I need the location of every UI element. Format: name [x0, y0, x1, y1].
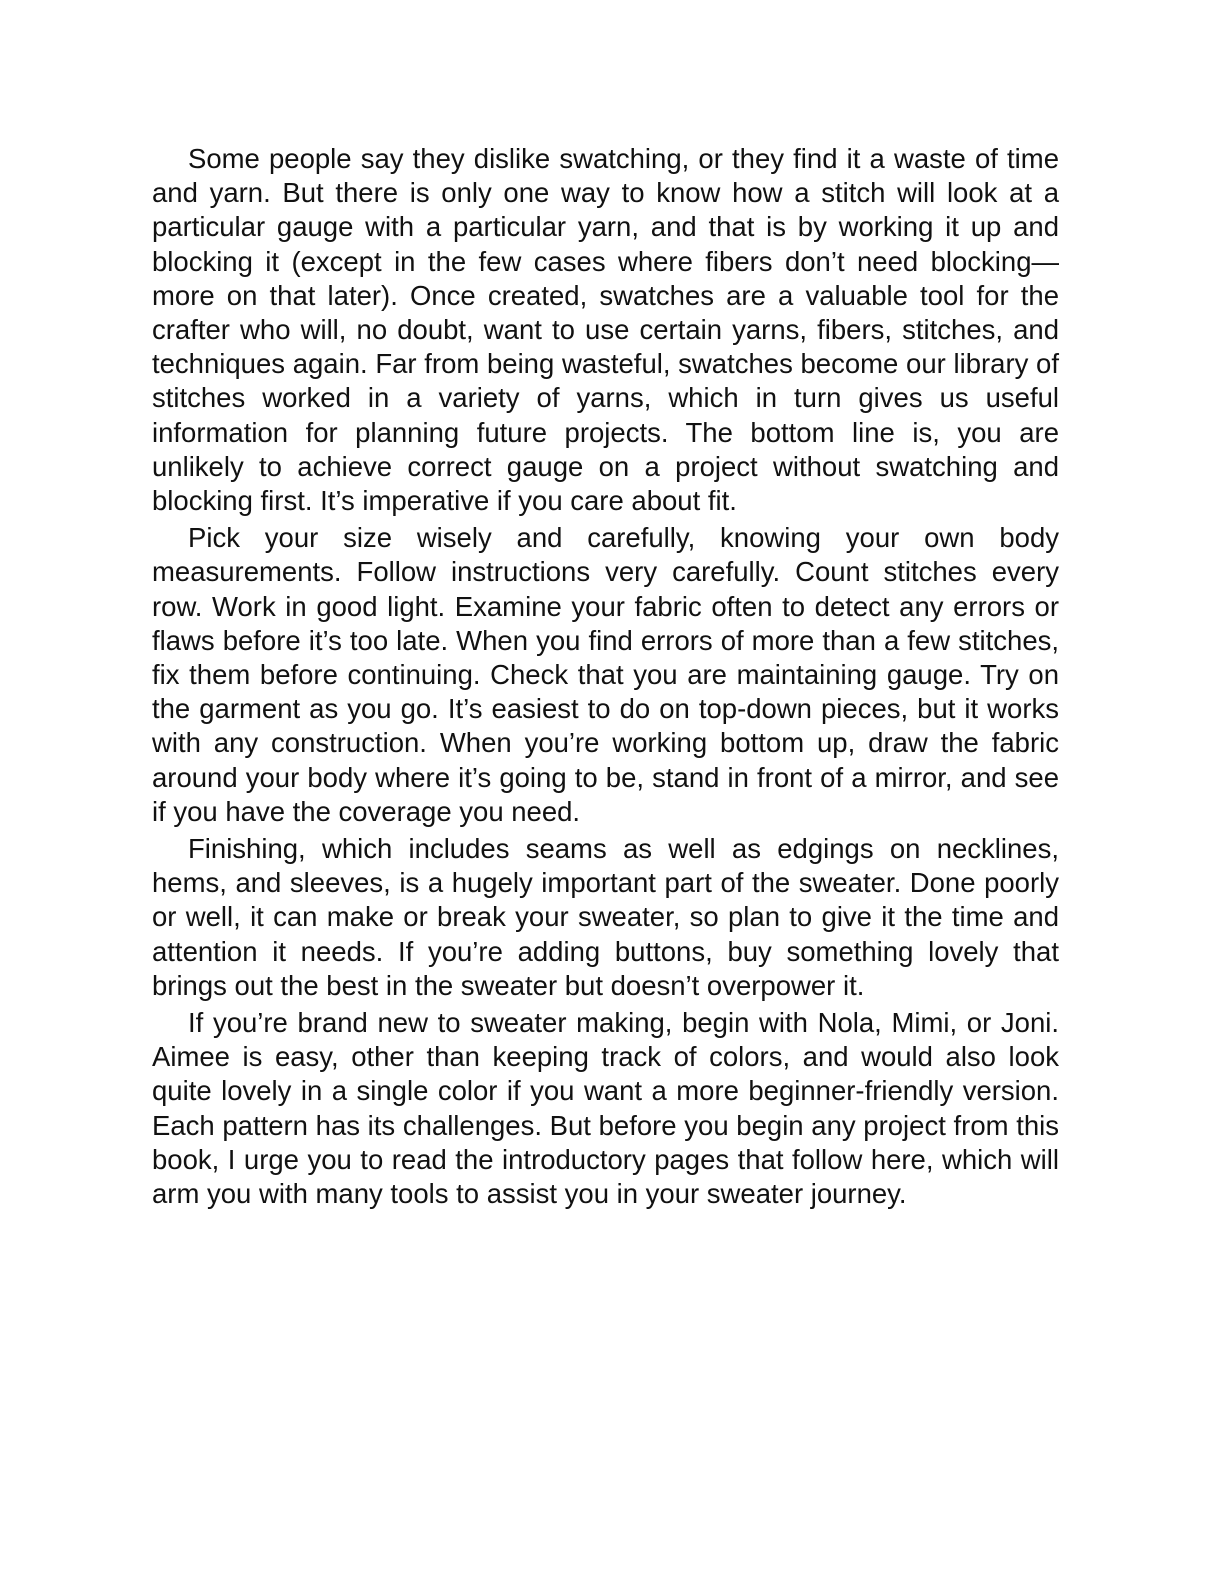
paragraph-finishing: Finishing, which includes seams as well as edgings on necklines, hems, and sleeves, is a hugely important part of the sweater. Done poorly or well, it can make or break your sweater, so plan to give it the time and attention it needs. If you’re adding buttons, buy something lovely that brings out the best in the sweater but doesn’t overpower it. — [152, 833, 1059, 1001]
body-text — [152, 142, 1059, 1214]
paragraph-beginner-advice: If you’re brand new to sweater making, begin with Nola, Mimi, or Joni. Aimee is easy, other than keeping track of colors, and would also look quite lovely in a single color if you want a more beginner-friendly version. Each pattern has its challenges. But before you begin any project from this book, I urge you to read the introductory pages that follow here, which will arm you with many tools to assist you in your sweater journey. — [152, 1007, 1059, 1210]
paragraph-size-and-fit: Pick your size wisely and carefully, knowing your own body measurements. Follow instructions very carefully. Count stitches every row. Work in good light. Examine your fabric often to detect any errors or flaws before it’s too late. When you find errors of more than a few stitches, fix them before continuing. Check that you are maintaining gauge. Try on the garment as you go. It’s easiest to do on top-down pieces, but it works with any construction. When you’re working bottom up, draw the fabric around your body where it’s going to be, stand in front of a mirror, and see if you have the coverage you need. — [152, 522, 1059, 827]
paragraph-swatching: Some people say they dislike swatching, or they find it a waste of time and yarn. But there is only one way to know how a stitch will look at a particular gauge with a particular yarn, and that is by working it up and blocking it (except in the few cases where fibers don’t need blocking—more on that later). Once created, swatches are a valuable tool for the crafter who will, no doubt, want to use certain yarns, fibers, stitches, and techniques again. Far from being wasteful, swatches become our library of stitches worked in a variety of yarns, which in turn gives us useful information for planning future projects. The bottom line is, you are unlikely to achieve correct gauge on a project without swatching and blocking first. It’s imperative if you care about fit. — [152, 143, 1059, 517]
